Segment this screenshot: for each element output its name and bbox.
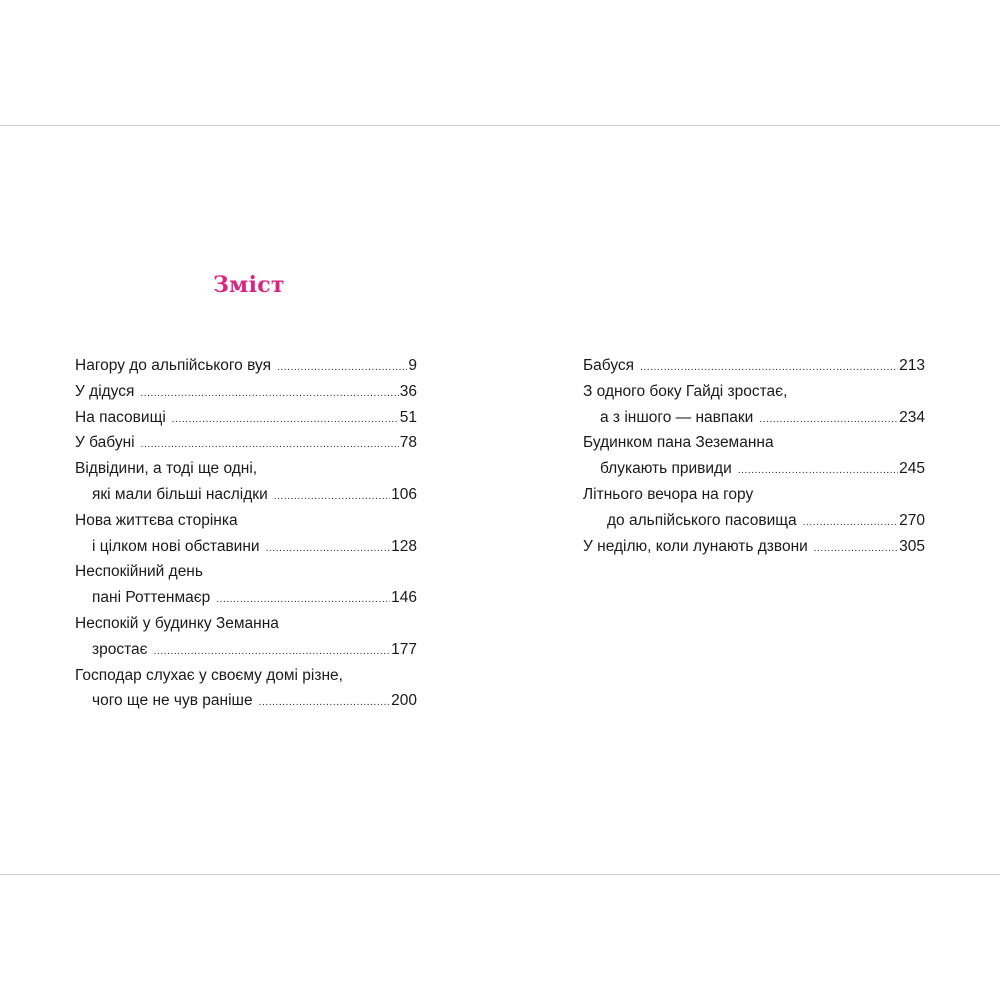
toc-entry-page: 213 (899, 357, 925, 374)
toc-entry-continuation (75, 688, 417, 714)
toc-entry-title: Неспокій у будинку Земанна (75, 614, 279, 632)
toc-entry-page: 36 (399, 382, 417, 400)
dot-leader (640, 355, 898, 381)
page-title: Зміст (213, 272, 285, 298)
toc-entry-title: У дідуся (75, 382, 135, 400)
toc-entry-title: Бабуся (583, 357, 635, 374)
toc-entry-continuation (583, 456, 925, 482)
toc-entry (75, 405, 417, 431)
toc-entry-title: зростає (92, 640, 148, 658)
toc-entry-page: 78 (399, 434, 417, 452)
toc-entry-continuation (583, 405, 925, 431)
toc-entry-title: Неспокійний день (75, 563, 203, 581)
toc-entry-page: 245 (899, 460, 925, 478)
toc-entry-first-line (75, 559, 417, 585)
dot-leader (803, 510, 898, 536)
toc-entry-continuation (75, 585, 417, 611)
toc-entry-page: 128 (391, 537, 417, 555)
toc-entry-page: 200 (391, 692, 417, 710)
toc-entry-page: 177 (391, 640, 417, 658)
toc-entry-page: 234 (899, 408, 925, 426)
toc-entry-title: до альпійського пасовища (607, 511, 797, 529)
toc-entry-page: 106 (391, 485, 417, 503)
toc-entry-title: Господар слухає у своєму домі різне, (75, 666, 343, 684)
toc-entry (75, 379, 417, 405)
dot-leader (277, 355, 407, 381)
toc-entry (75, 353, 417, 379)
dot-leader (172, 407, 399, 433)
toc-left-column (75, 353, 417, 714)
dot-leader (140, 381, 398, 407)
dot-leader (814, 536, 898, 562)
toc-entry-page: 270 (899, 511, 925, 529)
toc-entry-title: блукають привиди (600, 460, 732, 478)
dot-leader (266, 536, 391, 562)
dot-leader (759, 407, 898, 433)
toc-entry-first-line (75, 508, 417, 534)
toc-entry-title: На пасовищі (75, 408, 166, 426)
toc-entry-title: Літнього вечора на гору (583, 485, 754, 503)
toc-entry (75, 430, 417, 456)
toc-entry-continuation (75, 637, 417, 663)
toc-entry-continuation (75, 534, 417, 560)
toc-entry-continuation (75, 482, 417, 508)
dot-leader (259, 690, 391, 716)
toc-entry-title: У бабуні (75, 434, 135, 452)
toc-entry-title: Нагору до альпійського вуя (75, 357, 271, 374)
toc-entry-title: і цілком нові обставини (92, 537, 260, 555)
toc-entry-title: У неділю, коли лунають дзвони (583, 537, 808, 555)
toc-entry-title: пані Роттенмаєр (92, 589, 211, 607)
toc-right-column (583, 353, 925, 559)
toc-entry-title: Нова життєва сторінка (75, 511, 238, 529)
toc-entry-title: Відвідини, а тоді ще одні, (75, 460, 258, 478)
dot-leader (216, 587, 390, 613)
toc-entry-first-line (75, 456, 417, 482)
toc-entry-title: а з іншого — навпаки (600, 408, 754, 426)
toc-entry-title: які мали більші наслідки (92, 485, 268, 503)
dot-leader (274, 484, 390, 510)
toc-entry-title: чого ще не чув раніше (92, 692, 253, 710)
toc-entry-page: 51 (399, 408, 417, 426)
dot-leader (738, 458, 898, 484)
dot-leader (141, 432, 399, 458)
toc-entry-first-line (583, 379, 925, 405)
toc-entry-first-line (75, 611, 417, 637)
toc-entry-first-line (583, 430, 925, 456)
toc-entry (583, 534, 925, 560)
toc-entry (583, 353, 925, 379)
toc-entry-first-line (75, 663, 417, 689)
dot-leader (154, 639, 391, 665)
toc-entry-title: Будинком пана Зеземанна (583, 434, 774, 452)
toc-entry-continuation (583, 508, 925, 534)
toc-entry-title: З одного боку Гайді зростає, (583, 382, 788, 400)
toc-entry-page: 146 (391, 589, 417, 607)
toc-entry-page: 9 (408, 357, 417, 374)
toc-entry-page: 305 (899, 537, 925, 555)
toc-entry-first-line (583, 482, 925, 508)
